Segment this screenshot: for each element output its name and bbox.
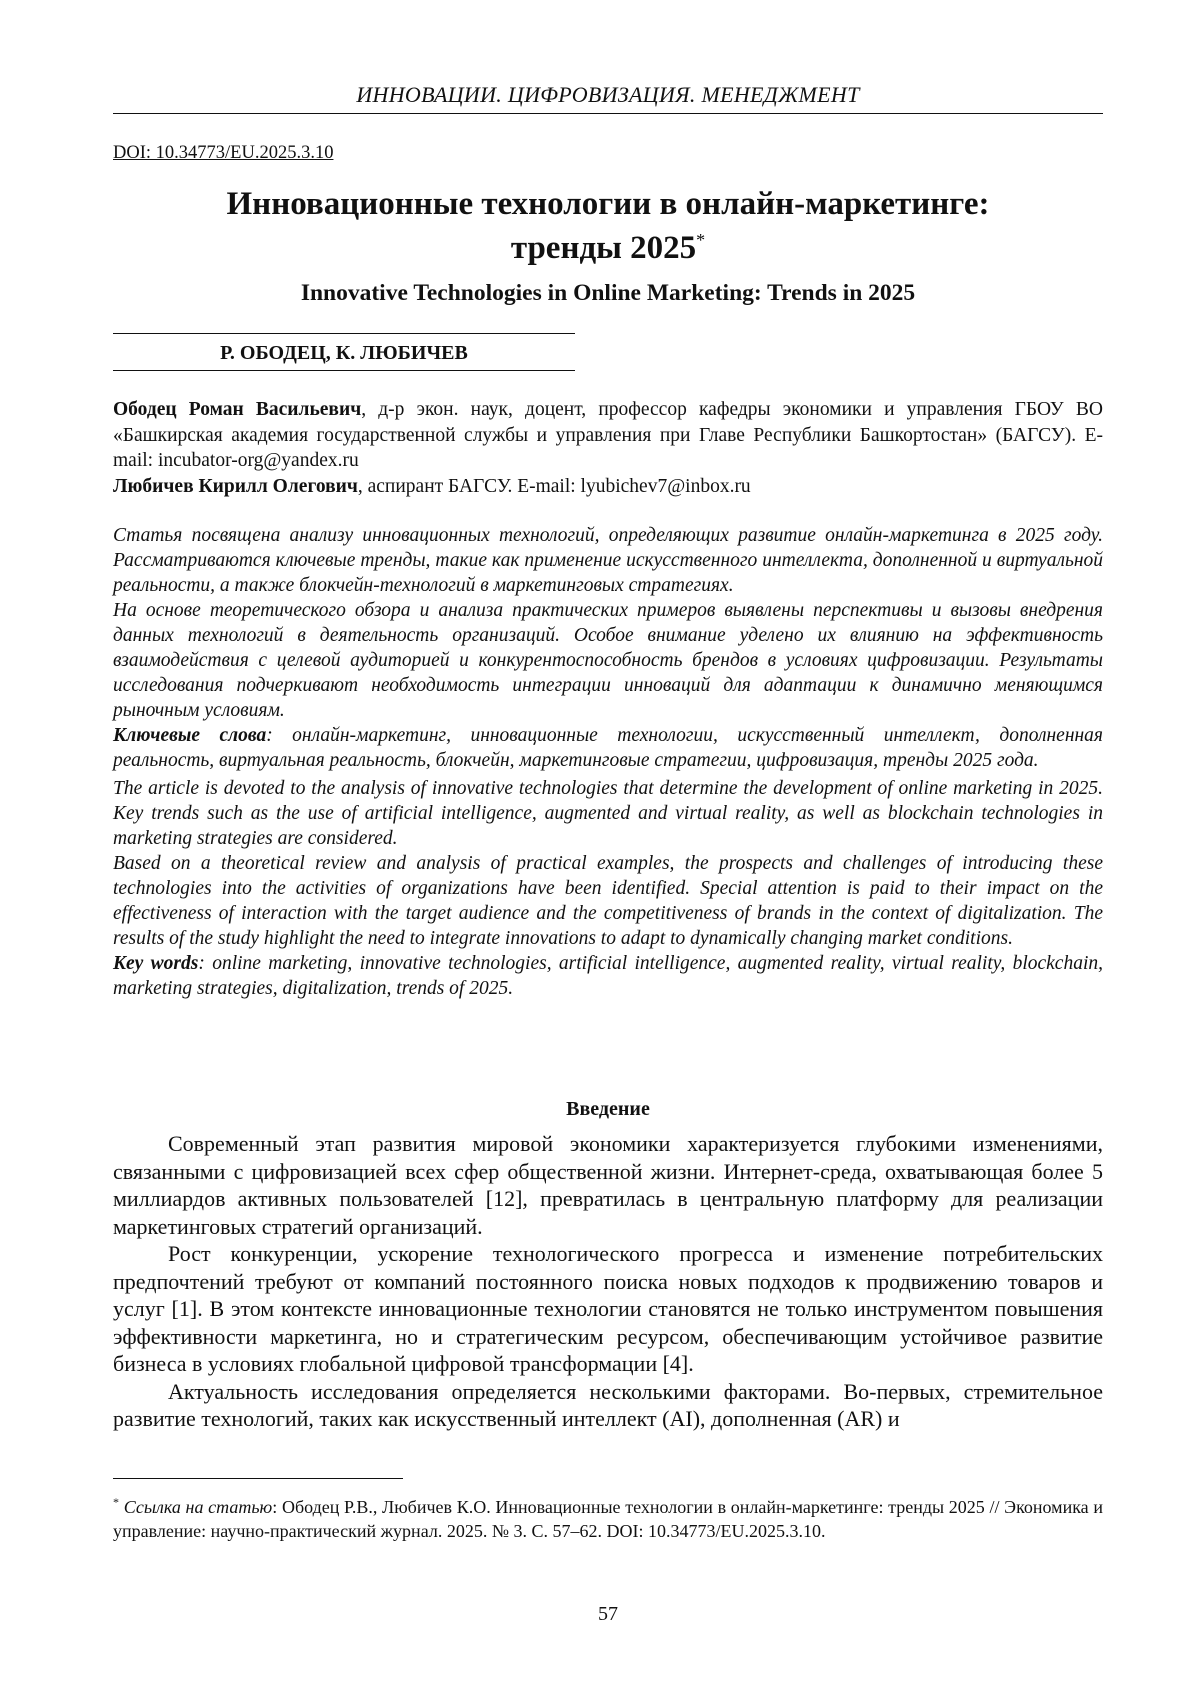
abstract-ru-paragraph: Статья посвящена анализу инновационных технологий, определяющих развитие онлайн-маркетинга в 2025 году. Рассматриваются ключевые тренды, такие как применение искусственного интеллекта, дополненной и виртуальной реальности, а также блокчейн-технологий в маркетинговых стратегиях.	[113, 525, 1103, 596]
keywords-en	[113, 951, 1103, 1001]
header-rule	[113, 113, 1103, 114]
footnote-marker: *	[113, 1495, 119, 1509]
affiliation-text: , аспирант БАГСУ. E-mail: lyubichev7@inbox.ru	[357, 475, 751, 497]
title-line-1: Инновационные технологии в онлайн-маркетинге:	[226, 186, 990, 222]
body-paragraph: Современный этап развития мировой экономики характеризуется глубокими изменениями, связанными с цифровизацией всех сфер общественной жизни. Интернет-среда, охватывающая более 5 миллиардов активных пользователей [12], превратилась в центральную платформу для реализации маркетинговых стратегий организаций.	[113, 1131, 1103, 1239]
affiliation-1	[113, 397, 1103, 474]
abstract-en-paragraph: The article is devoted to the analysis of innovative technologies that determine the development of online marketing in 2025. Key trends such as the use of artificial intelligence, augmented and virtual reality, as well as blockchain technologies in marketing strategies are considered.	[113, 778, 1103, 849]
page-number: 57	[598, 1603, 618, 1625]
keywords-ru	[113, 723, 1103, 773]
body-paragraph: Рост конкуренции, ускорение технологического прогресса и изменение потребительских предпочтений требуют от компаний постоянного поиска новых подходов к продвижению товаров и услуг [1]. В этом контексте инновационные технологии становятся не только инструментом повышения эффективности маркетинга, но и стратегическим ресурсом, обеспечивающим устойчивое развитие бизнеса в условиях глобальной цифровой трансформации [4].	[113, 1241, 1103, 1376]
abstract-ru-paragraph: На основе теоретического обзора и анализа практических примеров выявлены перспективы и вызовы внедрения данных технологий в деятельность организаций. Особое внимание уделено их влиянию на эффективность взаимодействия с целевой аудиторией и конкурентоспособность брендов в условиях цифровизации. Результаты исследования подчеркивают необходимость интеграции инноваций для адаптации к динамично меняющимся рыночным условиям.	[113, 600, 1103, 721]
article-title-ru	[113, 182, 1103, 270]
keywords-ru-label: Ключевые слова	[113, 725, 267, 746]
running-header: ИННОВАЦИИ. ЦИФРОВИЗАЦИЯ. МЕНЕДЖМЕНТ	[356, 82, 860, 107]
authors: Р. ОБОДЕЦ, К. ЛЮБИЧЕВ	[220, 342, 468, 364]
author-affiliations	[113, 397, 1103, 499]
introduction-body	[113, 1130, 1103, 1433]
doi-link[interactable]: DOI: 10.34773/EU.2025.3.10	[113, 143, 334, 163]
keywords-ru-text: : онлайн-маркетинг, инновационные технологии, искусственный интеллект, дополненная реальность, виртуальная реальность, блокчейн, маркетинговые стратегии, цифровизация, тренды 2025 года.	[113, 725, 1103, 771]
title-line-2: тренды 2025	[510, 230, 697, 266]
footnote-rule	[113, 1478, 403, 1479]
section-heading-introduction: Введение	[566, 1098, 650, 1120]
keywords-en-text: : online marketing, innovative technologies, artificial intelligence, augmented reality, virtual reality, blockchain, marketing strategies, digitalization, trends of 2025.	[113, 953, 1104, 999]
keywords-en-label: Key words	[113, 953, 199, 974]
body-paragraph: Актуальность исследования определяется несколькими факторами. Во-первых, стремительное развитие технологий, таких как искусственный интеллект (AI), дополненная (AR) и	[113, 1378, 1103, 1431]
author-name: Любичев Кирилл Олегович	[113, 475, 358, 497]
author-name: Ободец Роман Васильевич	[113, 399, 362, 420]
abstract-block	[113, 523, 1103, 1001]
authors-rule-top	[113, 333, 575, 334]
title-footnote-marker[interactable]: *	[696, 230, 706, 250]
authors-rule-bottom	[113, 370, 575, 371]
affiliation-text: , д-р экон. наук, доцент, профессор кафедры экономики и управления ГБОУ ВО «Башкирская академия государственной службы и управления при Главе Республики Башкортостан» (БАГСУ). E-mail: incubator-org@yandex.ru	[113, 399, 1103, 471]
abstract-en-paragraph: Based on a theoretical review and analysis of practical examples, the prospects and challenges of introducing these technologies into the activities of organizations have been identified. Special attention is paid to their impact on the effectiveness of interaction with the target audience and the competitiveness of brands in the context of digitalization. The results of the study highlight the need to integrate innovations to adapt to dynamically changing market conditions.	[113, 853, 1103, 949]
footnote-label: Ссылка на статью	[123, 1497, 273, 1517]
article-title-en: Innovative Technologies in Online Marketing: Trends in 2025	[300, 280, 916, 306]
affiliation-2	[113, 474, 1103, 500]
footnote-text: : Ободец Р.В., Любичев К.О. Инновационные технологии в онлайн-маркетинге: тренды 2025 // Экономика и управление: научно-практический журнал. 2025. № 3. С. 57–62. DOI: 10.34773/EU.2025.3.10.	[113, 1497, 1103, 1541]
citation-footnote	[113, 1490, 1103, 1543]
